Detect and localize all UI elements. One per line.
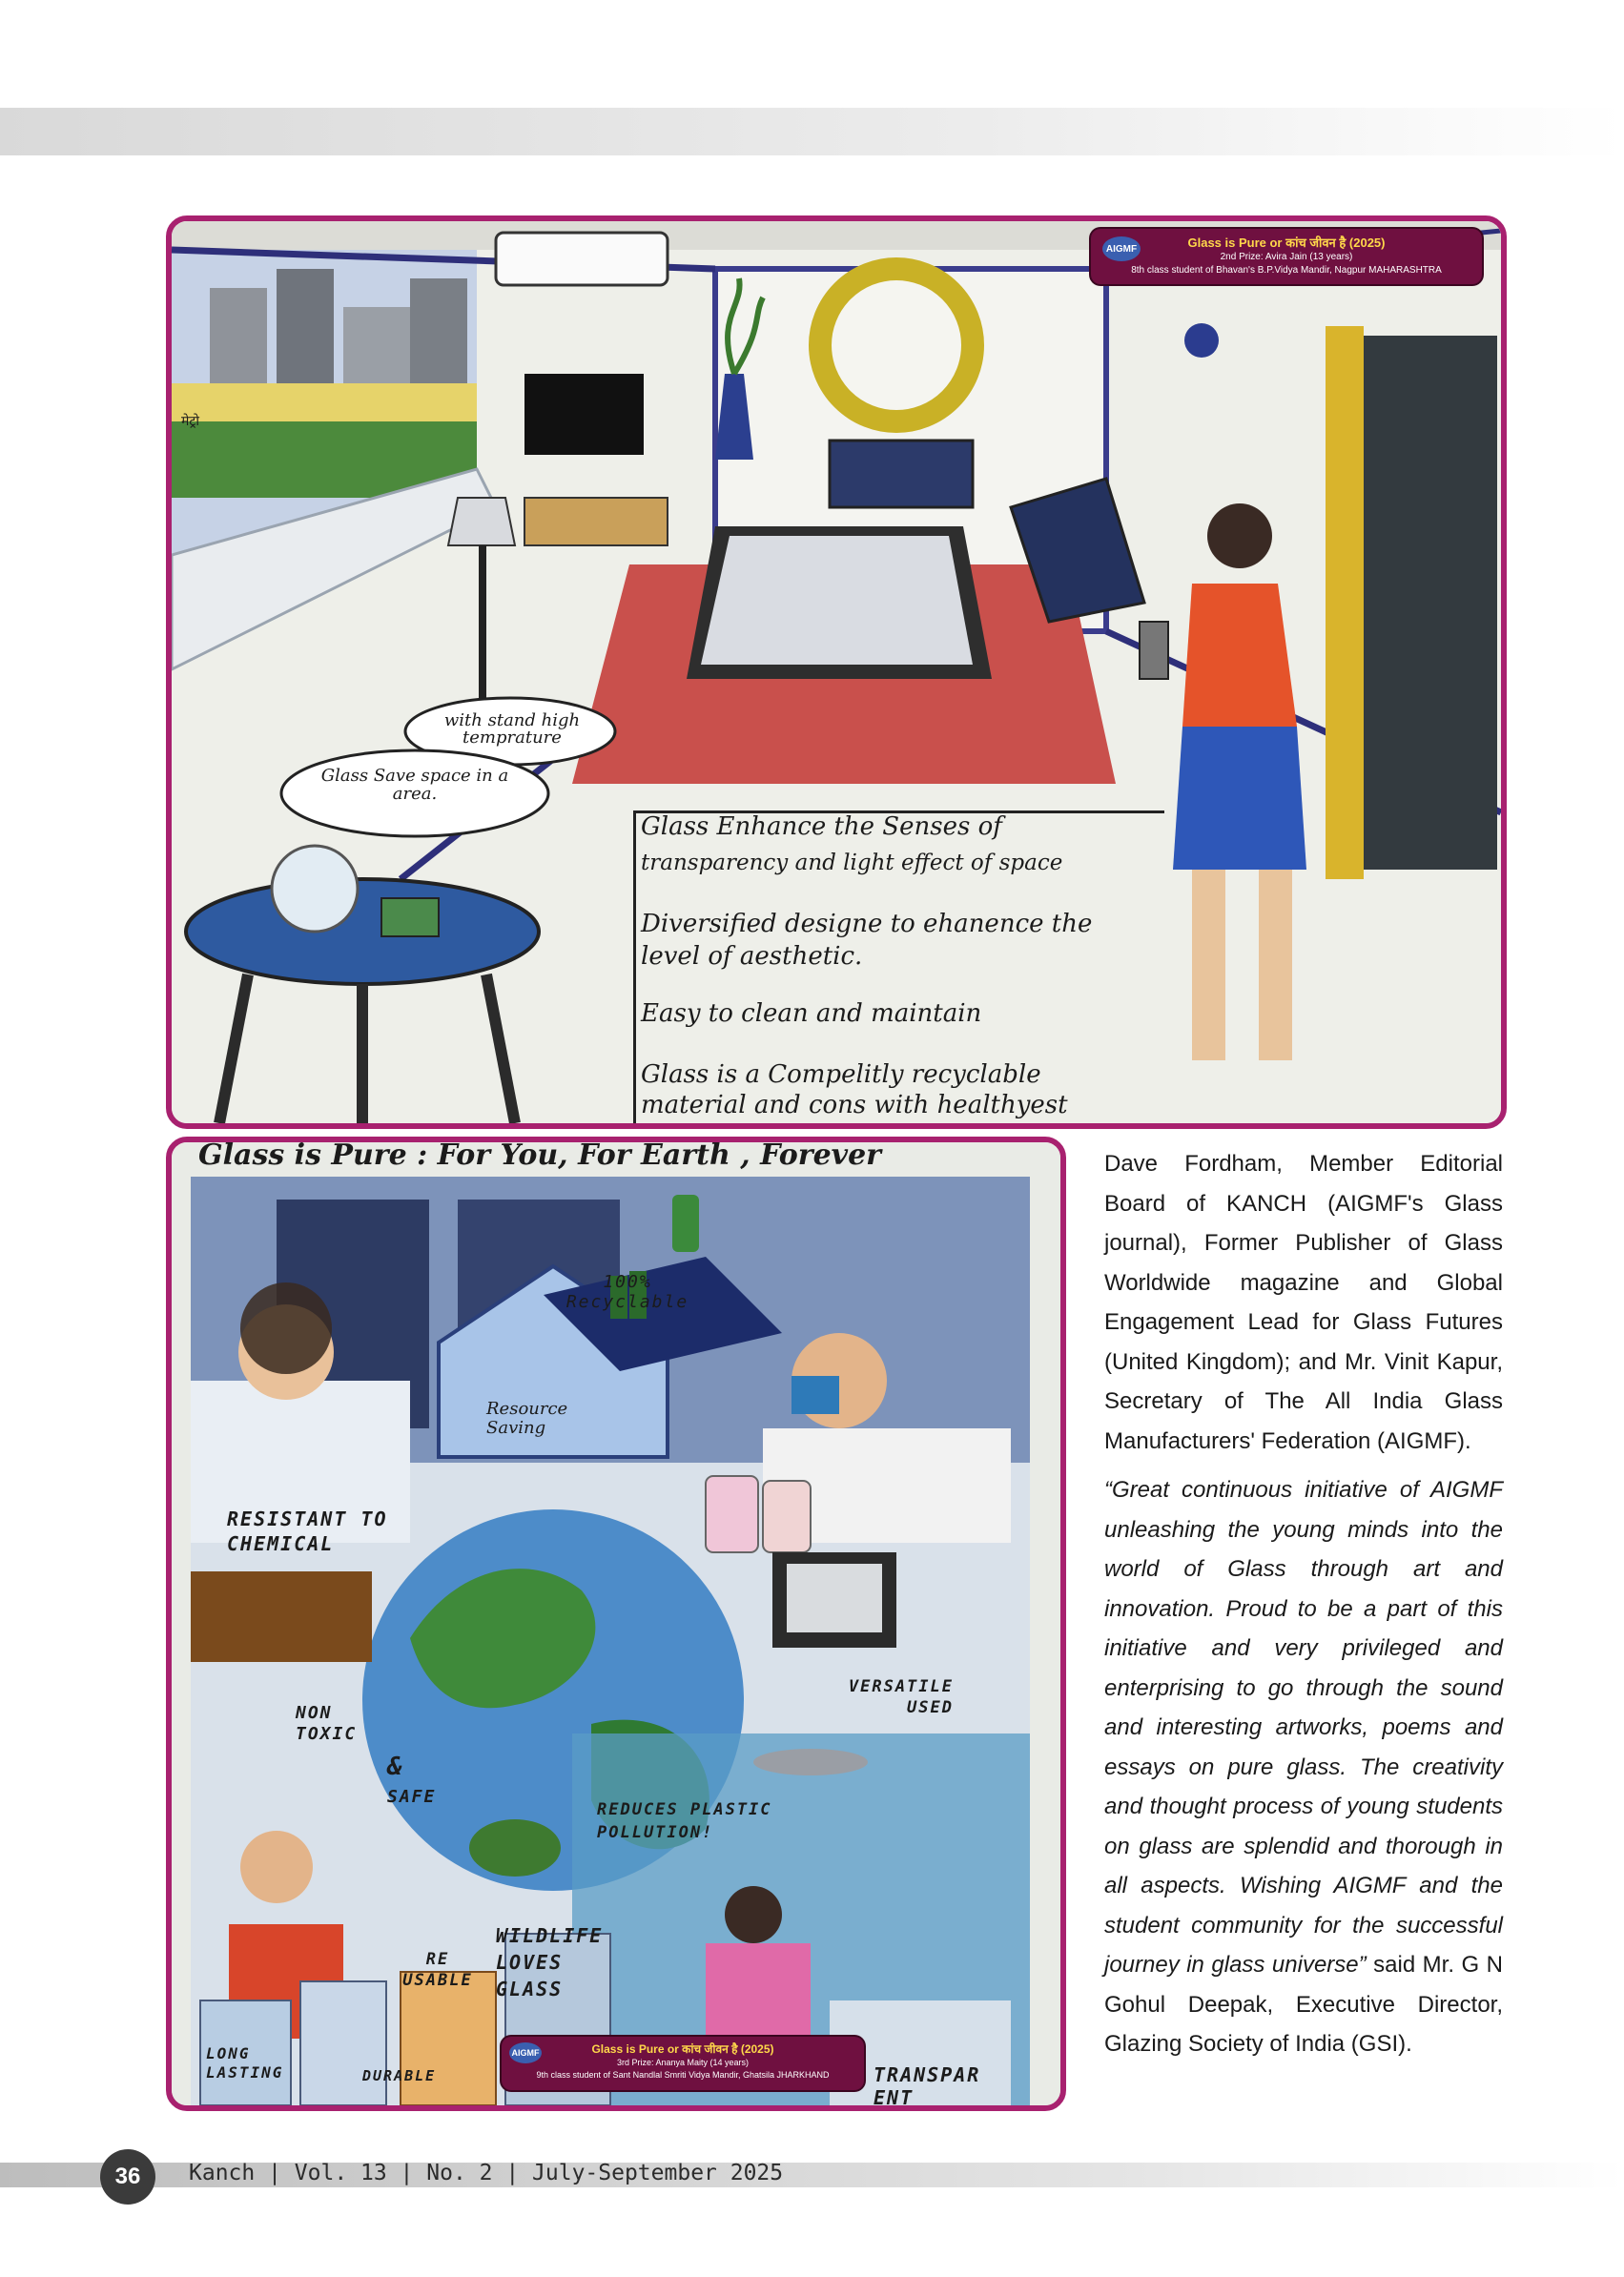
prize-badge <box>1091 229 1482 284</box>
label-versatile: VERSATILE USED <box>848 1677 954 1717</box>
badge-prize: 3rd Prize: Ananya Maity (14 years) <box>616 2058 750 2067</box>
quote-attribution: said Mr. G N Gohul Deepak, Executive Director, Glazing Society of India (GSI). <box>1104 1952 1503 2057</box>
label-resource: Resource Saving <box>486 1399 568 1438</box>
article-paragraph: Dave Fordham, Member Editorial Board of KANCH (AIGMF's Glass journal), Former Publisher of Glass Worldwide magazine and Global Engagement Lead for Glass Futures (United Kingdom); and Mr. Vinit Kapur, Secretary of The All India Glass Manufacturers' Federation (AIGMF). <box>1104 1151 1503 1454</box>
artwork-second-prize <box>166 215 1507 1129</box>
badge-title: Glass is Pure or कांच जीवन है (2025) <box>1187 236 1386 250</box>
header-band <box>0 108 1624 155</box>
testimonial-quote: “Great continuous initiative of AIGMF unleashing the young minds into the world of Glass through art and innovation. Proud to be a part of this initiative and very privileged and enterprising to go through the sound and interesting artworks, poems and essays on pure glass. The creativity and thought process of young students on glass are splendid and thorough in all aspects. Wishing AIGMF and the student community for the successful journey in glass universe” <box>1104 1477 1503 1978</box>
note-line-5: Easy to clean and maintain <box>641 999 982 1028</box>
metro-sign: मेट्रो <box>181 414 200 429</box>
label-wildlife: WILDLIFE LOVES GLASS <box>496 1924 604 2000</box>
label-resistant: RESISTANT TO CHEMICAL <box>227 1508 388 1555</box>
artwork-third-prize <box>166 1137 1066 2111</box>
note-line-1: Glass Enhance the Senses of <box>641 812 1002 841</box>
note-line-4: level of aesthetic. <box>641 942 863 971</box>
label-amp: & <box>387 1753 404 1781</box>
label-recyclable: 100% Recyclable <box>565 1272 689 1312</box>
note-line-7: material and cons with healthyest <box>641 1091 1068 1119</box>
note-line-2: transparency and light effect of space <box>641 851 1063 875</box>
bubble-space: Glass Save space in a area. <box>320 766 509 804</box>
note-line-6: Glass is a Compelitly recyclable <box>641 1060 1041 1089</box>
label-safe: SAFE <box>387 1787 437 1807</box>
artwork-headline: Glass is Pure : For You, For Earth , Forever <box>198 1138 881 1172</box>
aigmf-logo-icon: AIGMF <box>1102 236 1141 261</box>
label-durable: DURABLE <box>362 2067 437 2084</box>
label-reduces: REDUCES PLASTIC POLLUTION! <box>597 1800 772 1842</box>
badge-title: Glass is Pure or कांच जीवन है (2025) <box>591 2042 774 2056</box>
article-column <box>1104 1144 1503 2064</box>
badge-prize: 2nd Prize: Avira Jain (13 years) <box>1220 252 1353 262</box>
badge-school: 9th class student of Sant Nandlal Smriti Vidya Mandir, Ghatsila JHARKHAND <box>536 2070 830 2080</box>
label-reusable: RE USABLE <box>402 1950 473 1990</box>
note-line-3: Diversified designe to ehanence the <box>641 910 1093 938</box>
label-long-lasting: LONG LASTING <box>206 2044 284 2082</box>
page-number: 36 <box>100 2149 155 2205</box>
badge-school: 8th class student of Bhavan's B.P.Vidya Mandir, Nagpur MAHARASHTRA <box>1131 265 1442 276</box>
prize-badge <box>502 2037 864 2090</box>
footer-citation: Kanch | Vol. 13 | No. 2 | July-September 2025 <box>189 2161 784 2185</box>
article-quote-paragraph <box>1104 1470 1503 2064</box>
aigmf-logo-icon: AIGMF <box>509 2042 542 2063</box>
label-transparent: TRANSPAR ENT <box>874 2063 981 2109</box>
bubble-temperature: with stand high temprature <box>443 710 581 748</box>
label-non-toxic: NON TOXIC <box>296 1703 358 1744</box>
